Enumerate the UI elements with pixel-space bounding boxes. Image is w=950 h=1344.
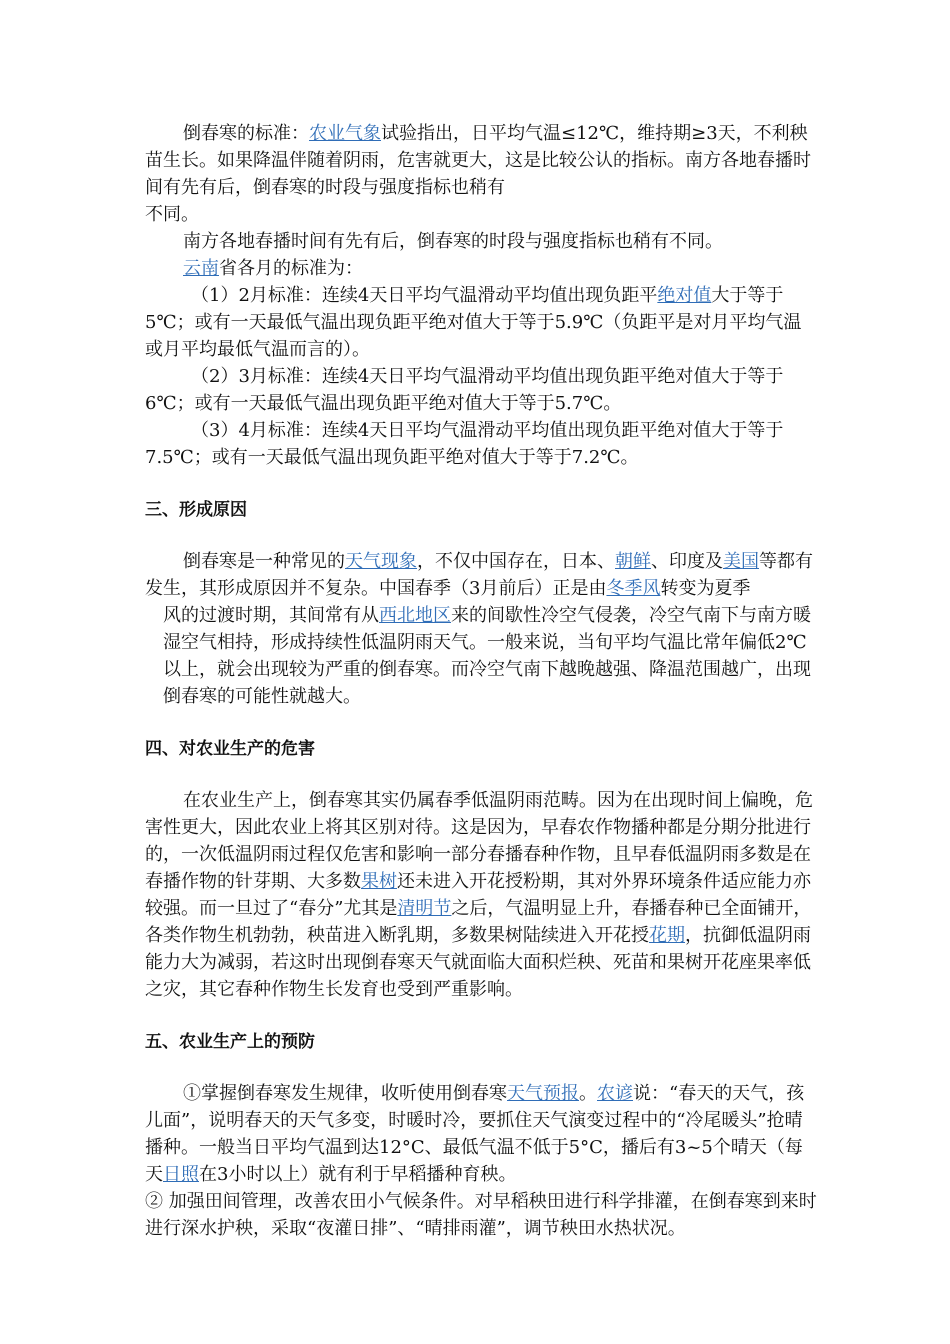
paragraph-causes: 倒春寒是一种常见的天气现象，不仅中国存在，日本、朝鲜、印度及美国等都有发生，其形成原因并不复杂。中国春季（3月前后）正是由冬季风转变为夏季 xyxy=(145,551,813,599)
paragraph-harm: 在农业生产上，倒春寒其实仍属春季低温阴雨范畴。因为在出现时间上偏晚，危害性更大，因此农业上将其区别对待。这是因为，早春农作物播种都是分期分批进行的，一次低温阴雨过程仅危害和影响一部分春播春种作物，且早春低温阴雨多数是在春播作物的针芽期、大多数果树还未进入开花授粉期，其对外界环境条件适应能力亦较强。而一旦过了“春分”尤其是清明节之后，气温明显上升，春播春种已全面铺开，各类作物生机勃勃，秧苗进入断乳期，多数果树陆续进入开花授花期，抗御低温阴雨能力大为减弱，若这时出现倒春寒天气就面临大面积烂秧、死苗和果树开花座果率低之灾，其它春种作物生长发育也受到严重影响。 xyxy=(145,790,813,1000)
link-farming-proverb[interactable]: 农谚 xyxy=(597,1083,633,1104)
heading-causes: 三、形成原因 xyxy=(145,500,247,520)
heading-prevention: 五、农业生产上的预防 xyxy=(145,1032,315,1052)
paragraph-march-standard: （2）3月标准：连续4天日平均气温滑动平均值出现负距平绝对值大于等于6℃；或有一天最低气温出现负距平绝对值大于等于5.7℃。 xyxy=(145,366,784,414)
link-yunnan[interactable]: 云南 xyxy=(183,258,219,279)
paragraph-standard: 倒春寒的标准：农业气象试验指出，日平均气温≤12℃，维持期≥3天，不利秧苗生长。如果降温伴随着阴雨，危害就更大，这是比较公认的指标。南方各地春播时间有先有后，倒春寒的时段与强度指标也稍有 xyxy=(145,123,811,198)
paragraph-south-regions: 南方各地春播时间有先有后，倒春寒的时段与强度指标也稍有不同。 xyxy=(183,231,723,252)
link-winter-monsoon[interactable]: 冬季风 xyxy=(606,578,661,599)
link-korea[interactable]: 朝鲜 xyxy=(615,551,651,572)
paragraph-april-standard: （3）4月标准：连续4天日平均气温滑动平均值出现负距平绝对值大于等于7.5℃；或有一天最低气温出现负距平绝对值大于等于7.2℃。 xyxy=(145,420,784,468)
paragraph-causes-continued: 风的过渡时期，其间常有从西北地区来的间歇性冷空气侵袭，冷空气南下与南方暖湿空气相持，形成持续性低温阴雨天气。一般来说，当旬平均气温比常年偏低2℃以上，就会出现较为严重的倒春寒。而冷空气南下越晚越强、降温范围越广，出现倒春寒的可能性就越大。 xyxy=(163,605,811,707)
paragraph-prevention-1: ①掌握倒春寒发生规律，收听使用倒春寒天气预报。农谚说：“春天的天气，孩儿面”，说明春天的天气多变，时暖时冷，要抓住天气演变过程中的“冷尾暖头”抢晴播种。一般当日平均气温到达12°C、最低气温不低于5°C，播后有3~5个晴天（每天日照在3小时以上）就有利于早稻播种育秧。 xyxy=(145,1083,805,1185)
paragraph-yunnan: 云南省各月的标准为： xyxy=(183,258,363,279)
link-agricultural-meteorology[interactable]: 农业气象 xyxy=(309,123,381,144)
link-usa[interactable]: 美国 xyxy=(723,551,759,572)
paragraph-prevention-2: ② 加强田间管理，改善农田小气候条件。对早稻秧田进行科学排灌，在倒春寒到来时进行深水护秧，采取“夜灌日排”、“晴排雨灌”，调节秧田水热状况。 xyxy=(145,1191,817,1239)
link-sunshine[interactable]: 日照 xyxy=(163,1164,199,1185)
paragraph-february-standard: （1）2月标准：连续4天日平均气温滑动平均值出现负距平绝对值大于等于5℃；或有一天最低气温出现负距平绝对值大于等于5.9℃（负距平是对月平均气温或月平均最低气温而言的）。 xyxy=(145,285,802,360)
link-flowering-period[interactable]: 花期 xyxy=(649,925,685,946)
link-northwest-region[interactable]: 西北地区 xyxy=(379,605,451,626)
link-weather-phenomenon[interactable]: 天气现象 xyxy=(345,551,417,572)
link-absolute-value[interactable]: 绝对值 xyxy=(657,285,712,306)
link-qingming-festival[interactable]: 清明节 xyxy=(397,898,452,919)
paragraph-standard-continued: 不同。 xyxy=(145,204,199,225)
heading-harm: 四、对农业生产的危害 xyxy=(145,739,315,759)
link-fruit-trees[interactable]: 果树 xyxy=(361,871,397,892)
link-weather-forecast[interactable]: 天气预报 xyxy=(507,1083,579,1104)
document-page xyxy=(145,120,817,1242)
